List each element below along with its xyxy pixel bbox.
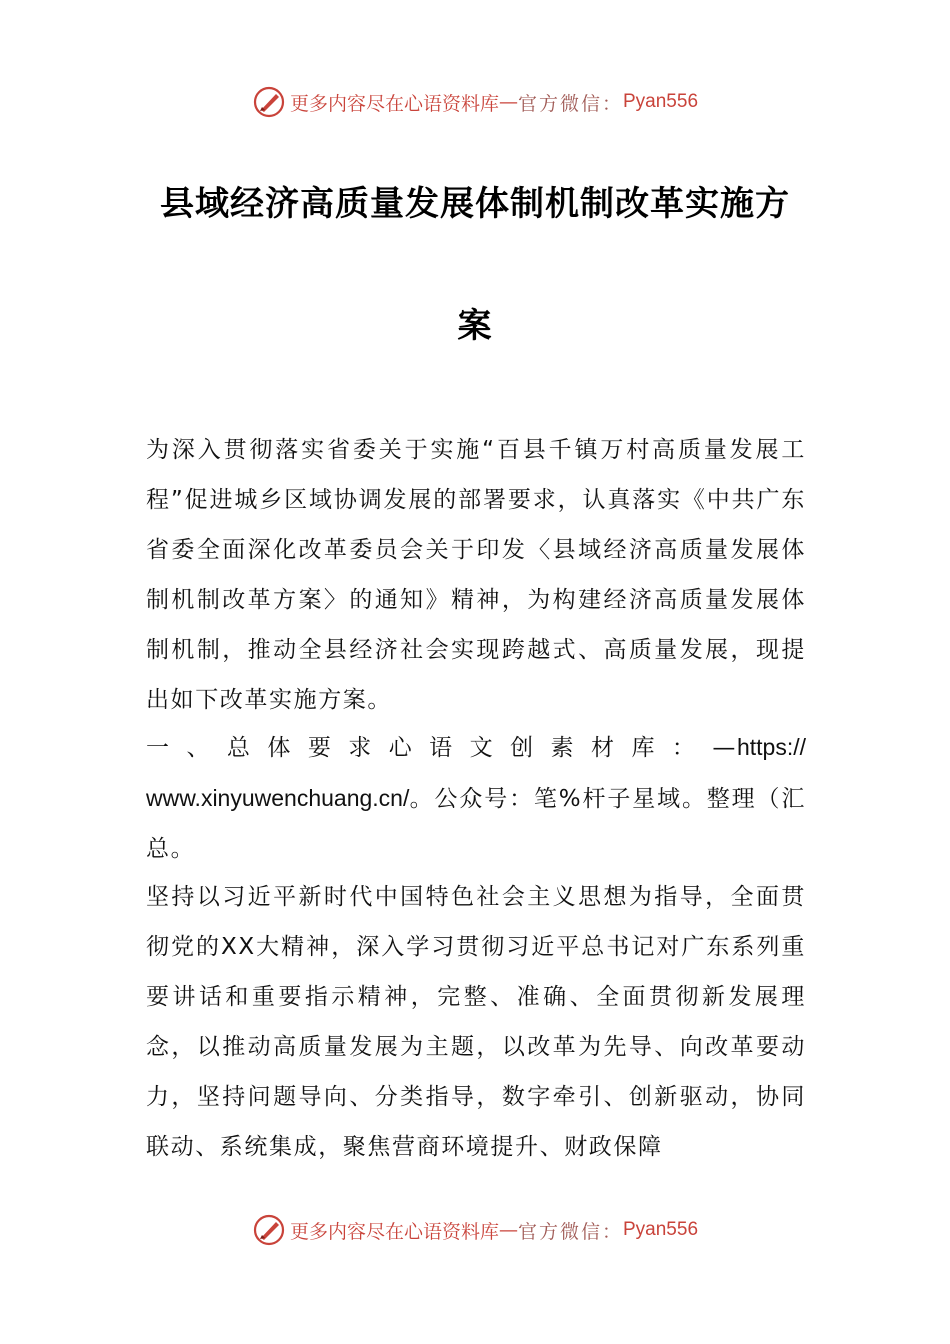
- banner-wechat-id: Pyan556: [623, 91, 699, 112]
- banner-wechat-label: 官方微信：: [517, 92, 623, 115]
- banner-text: 更多内容尽在心语资料库: [289, 92, 499, 115]
- document-title-line2: 案: [457, 306, 493, 346]
- pen-logo-icon: [252, 85, 286, 119]
- banner-dash: —: [498, 1219, 518, 1241]
- section1-tail: 。公众号：笔%杆子星域。整理（汇总。: [146, 786, 806, 862]
- pen-logo-icon: [252, 1213, 286, 1247]
- banner-wechat-id: Pyan556: [623, 1219, 699, 1240]
- banner-wechat-label: 官方微信：: [517, 1220, 623, 1243]
- section1-url-part1: https://: [736, 734, 806, 760]
- section1-heading-line: [146, 722, 806, 773]
- banner-dash: —: [498, 91, 518, 113]
- header-banner: [0, 82, 950, 122]
- section1-heading: 一、总体要求心语文创素材库：—: [146, 735, 737, 761]
- footer-banner: [0, 1210, 950, 1250]
- section1-url-part2: www.xinyuwenchuang.cn/: [146, 785, 410, 811]
- guiding-principles-paragraph: 坚持以习近平新时代中国特色社会主义思想为指导，全面贯彻党的XX大精神，深入学习贯彻习近平总书记对广东系列重要讲话和重要指示精神，完整、准确、全面贯彻新发展理念，以推动高质量发展为主题，以改革为先导、向改革要动力，坚持问题导向、分类指导，数字牵引、创新驱动，协同联动、系统集成，聚焦营商环境提升、财政保障: [146, 884, 806, 1160]
- banner-text: 更多内容尽在心语资料库: [289, 1220, 499, 1243]
- intro-paragraph: 为深入贯彻落实省委关于实施“百县千镇万村高质量发展工程”促进城乡区域协调发展的部署要求，认真落实《中共广东省委全面深化改革委员会关于印发〈县域经济高质量发展体制机制改革方案〉的通知》精神，为构建经济高质量发展体制机制，推动全县经济社会实现跨越式、高质量发展，现提出如下改革实施方案。: [146, 437, 806, 713]
- section1-block: [146, 722, 806, 874]
- document-title-line1: 县域经济高质量发展体制机制改革实施方: [160, 184, 790, 224]
